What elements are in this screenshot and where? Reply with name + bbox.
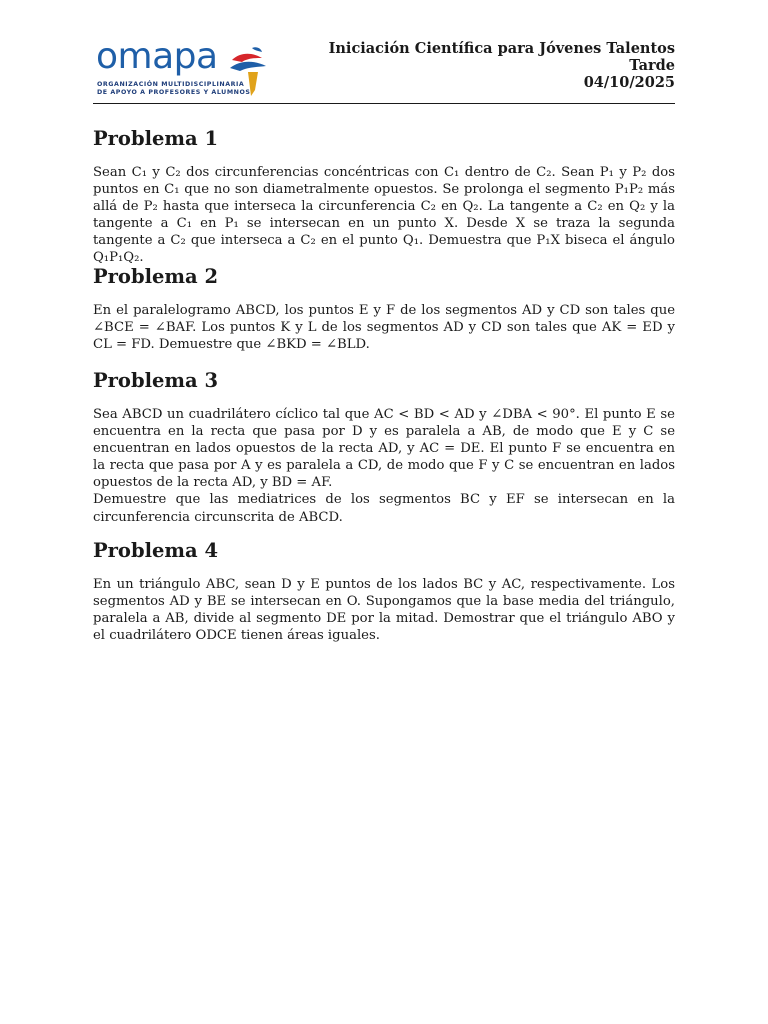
logo-subtitle-line2: DE APOYO A PROFESORES Y ALUMNOS bbox=[97, 89, 251, 96]
problem-statement: En un triángulo ABC, sean D y E puntos de los lados BC y AC, respectivamente. Los segmentos AD y BE se intersecan en O. Supongamos que la base media del triángulo, paralela a AB, divide al segmento DE por la mitad. Demostrar que el triángulo ABO y el cuadrilátero ODCE tienen áreas iguales. bbox=[93, 577, 675, 644]
exam-session: Tarde bbox=[629, 57, 675, 74]
problem-3 bbox=[93, 370, 675, 526]
header bbox=[93, 36, 675, 104]
logo-subtitle-line1: ORGANIZACIÓN MULTIDISCIPLINARIA bbox=[97, 81, 245, 88]
logo-wordmark: omapa bbox=[96, 36, 218, 77]
problem-title: Problema 2 bbox=[93, 265, 219, 288]
problem-2 bbox=[93, 266, 675, 353]
problem-title: Problema 3 bbox=[93, 369, 219, 392]
problem-title: Problema 1 bbox=[93, 127, 219, 150]
problem-1 bbox=[93, 128, 675, 267]
problem-statement-continued: Demuestre que las mediatrices de los segmentos BC y EF se intersecan en la circunferencia circunscrita de ABCD. bbox=[93, 492, 675, 525]
problem-4 bbox=[93, 540, 675, 644]
header-info bbox=[329, 40, 675, 91]
logo-emblem-icon bbox=[228, 46, 268, 98]
problem-statement: En el paralelogramo ABCD, los puntos E y F de los segmentos AD y CD son tales que ∠BCE = ∠BAF. Los puntos K y L de los segmentos AD y CD son tales que AK = ED y CL = FD. Demuestre que ∠BKD = ∠BLD. bbox=[93, 303, 675, 353]
exam-title: Iniciación Científica para Jóvenes Talentos bbox=[328, 40, 675, 57]
problem-statement: Sean C₁ y C₂ dos circunferencias concéntricas con C₁ dentro de C₂. Sean P₁ y P₂ dos puntos en C₁ que no son diametralmente opuestos. Se prolonga el segmento P₁P₂ más allá de P₂ hasta que interseca la circunferencia C₂ en Q₂. La tangente a C₂ en Q₂ y la tangente a C₁ en P₁ se intersecan en un punto X. Desde X se traza la segunda tangente a C₂ que interseca a C₂ en el punto Q₁. Demuestra que P₁X biseca el ángulo Q₁P₁Q₂. bbox=[93, 165, 675, 266]
problem-title: Problema 4 bbox=[93, 539, 219, 562]
exam-date: 04/10/2025 bbox=[583, 74, 675, 91]
problem-statement: Sea ABCD un cuadrilátero cíclico tal que AC < BD < AD y ∠DBA < 90°. El punto E se encuentra en la recta que pasa por D y es paralela a AB, de modo que E y C se encuentran en lados opuestos de la recta AD, y AC = DE. El punto F se encuentra en la recta que pasa por A y es paralela a CD, de modo que F y C se encuentran en lados opuestos de la recta AD, y BD = AF. bbox=[93, 407, 675, 491]
header-divider bbox=[93, 103, 675, 104]
omapa-logo bbox=[96, 36, 266, 98]
